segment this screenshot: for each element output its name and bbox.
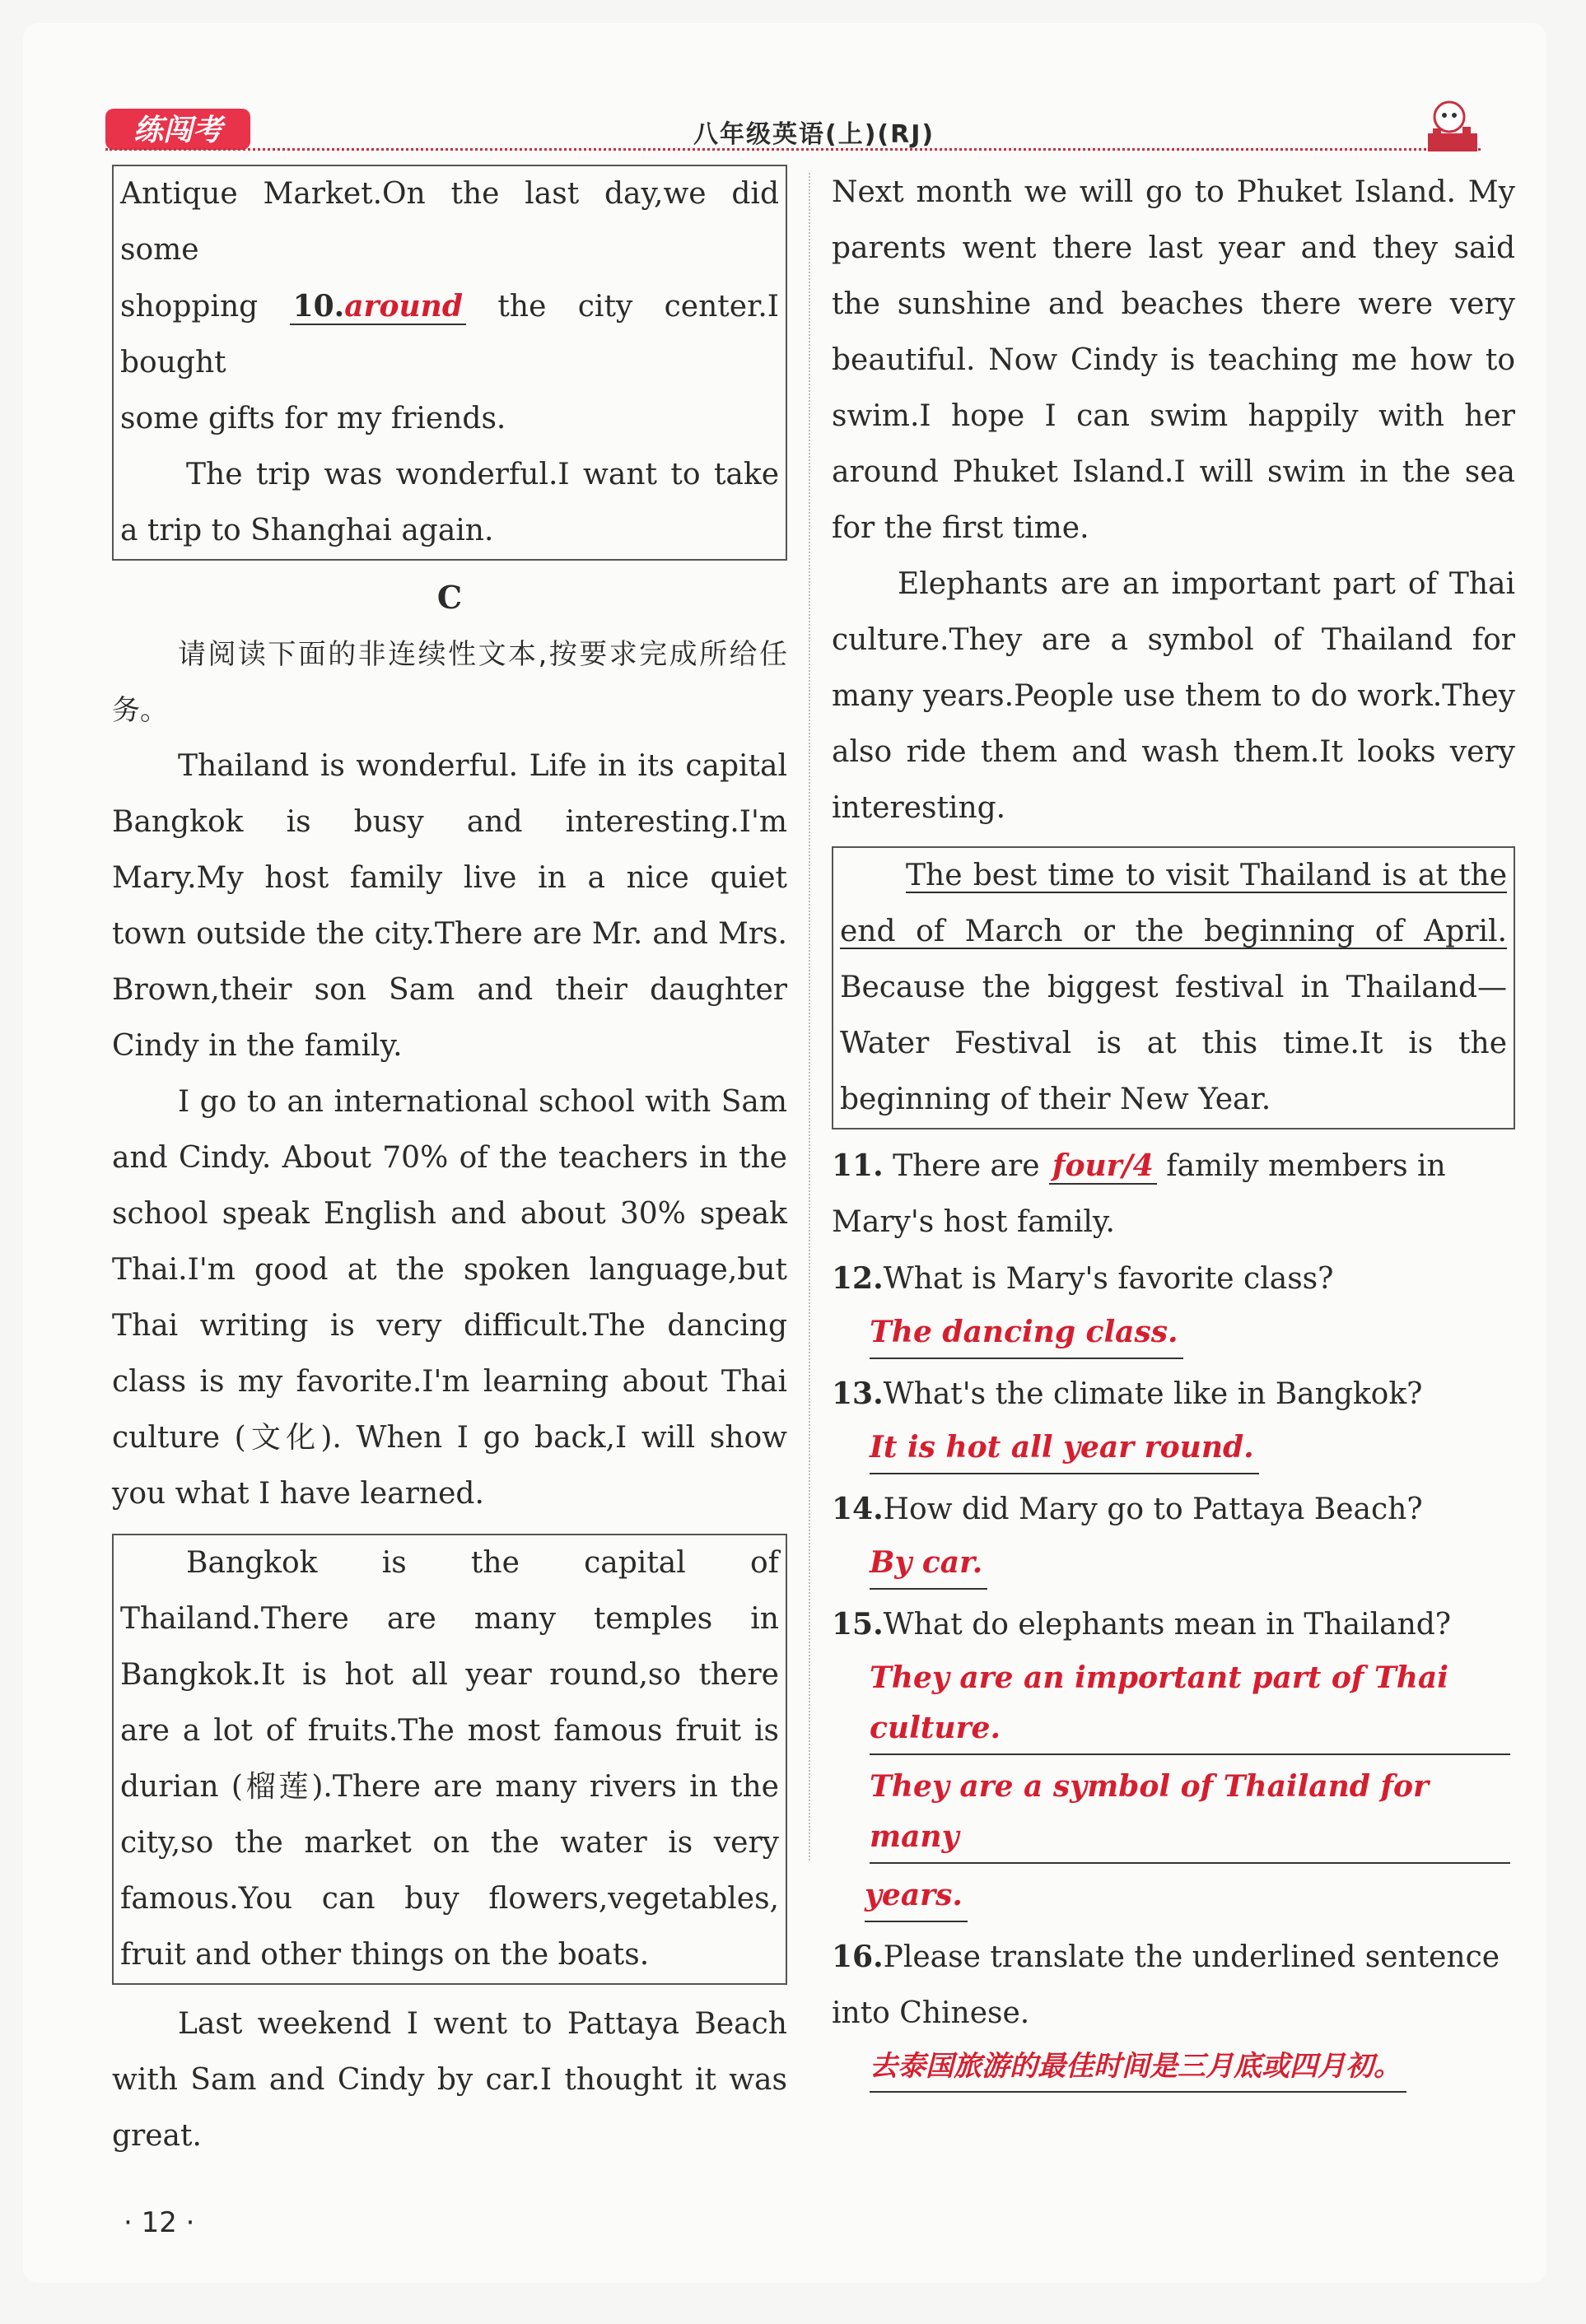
q13-answer: It is hot all year round. [870, 1430, 1254, 1465]
passage-para-5: Elephants are an important part of Thai culture.They are a symbol of Thailand for many years.People use them to do work.They also ride them and wash them.It looks very interesting. [832, 567, 1515, 825]
box-top-line1: Antique Market.On the last day,we did some [120, 177, 779, 267]
q10-number: 10. [292, 289, 345, 324]
box-top-line3: some gifts for my friends. [120, 402, 506, 435]
header-divider [105, 148, 1481, 151]
q10-answer: around [344, 289, 464, 324]
box-best-time-text: The best time to visit Thailand is at the end of March or the beginning of April. Because the biggest festival in Thailand—Water Festival is at this time.It is the beginning of their New Year. [840, 859, 1507, 1116]
question-15: 15.What do elephants mean in Thailand? [832, 1607, 1452, 1642]
mascot-icon [1416, 97, 1490, 160]
question-13: 13.What's the climate like in Bangkok? [832, 1376, 1423, 1411]
q11-answer: four/4 [1052, 1148, 1154, 1183]
q16-answer-line [870, 2042, 1406, 2093]
question-12: 12.What is Mary's favorite class? [832, 1261, 1334, 1296]
book-logo [105, 104, 254, 153]
left-column [112, 165, 787, 2164]
passage-para-3: Last weekend I went to Pattaya Beach with Sam and Cindy by car.I thought it was great. [112, 2007, 787, 2153]
page-number: · 12 · [124, 2206, 195, 2239]
question-11: 11. There are four/4 family members in Mary's host family. [832, 1148, 1446, 1239]
instruction-text: 请阅读下面的非连续性文本,按要求完成所给任务。 [112, 638, 787, 727]
passage-para-2: I go to an international school with Sam and Cindy. About 70% of the teachers in the school speak English and about 30% speak Thai.I'm good at the spoken language,but Thai writing is very difficult.The dancing class is my favorite.I'm learning about Thai culture (文化). When I go back,I will show you what I have learned. [112, 1085, 787, 1511]
column-divider [809, 173, 810, 1861]
book-title: 八年级英语(上)(RJ) [693, 120, 935, 149]
q14-answer: By car. [870, 1545, 983, 1580]
passage-para-4: Next month we will go to Phuket Island. My parents went there last year and they said the sunshine and beaches there were very beautiful. Now Cindy is teaching me how to swim.I hope I can swim happily with her around Phuket Island.I will swim in the sea for the first time. [832, 175, 1515, 545]
passage-box-top [112, 165, 787, 561]
box-bangkok-text: Bangkok is the capital of Thailand.There are many temples in Bangkok.It is hot all year round,so there are a lot of fruits.The most famous fruit is durian (榴莲).There are many rivers in the city,so the market on the water is very famous.You can buy flowers,vegetables, fruit and other things on the boats. [120, 1546, 779, 1972]
q13-answer-line [870, 1423, 1259, 1474]
q16-answer: 去泰国旅游的最佳时间是三月底或四月初。 [870, 2050, 1402, 2083]
section-heading: C [436, 579, 463, 616]
underlined-sentence: The best time to visit Thailand is at the end of March or the beginning of April. [840, 859, 1507, 948]
box-top-line2: shopping 10.around the city center.I bought [120, 289, 779, 380]
passage-box-bangkok [112, 1534, 787, 1985]
q12-answer: The dancing class. [870, 1315, 1178, 1349]
svg-text:练闯考: 练闯考 [133, 114, 223, 147]
question-14: 14.How did Mary go to Pattaya Beach? [832, 1492, 1423, 1526]
q15-answer-line-1: They are an important part of Thai culture. [870, 1653, 1510, 1755]
box-top-para2: The trip was wonderful.I want to take a trip to Shanghai again. [120, 458, 779, 547]
q15-answer-line-2: They are a symbol of Thailand for many [870, 1762, 1510, 1864]
question-16: 16.Please translate the underlined sentence into Chinese. [832, 1940, 1500, 2030]
q15-answer-line-3: years. [865, 1870, 968, 1922]
passage-para-1: Thailand is wonderful. Life in its capital Bangkok is busy and interesting.I'm Mary.My host family live in a nice quiet town outside the city.There are Mr. and Mrs. Brown,their son Sam and their daughter Cindy in the family. [112, 749, 787, 1063]
passage-box-best-time [832, 846, 1515, 1129]
q12-answer-line [870, 1307, 1183, 1359]
right-column [832, 165, 1515, 2099]
q14-answer-line [870, 1538, 987, 1590]
